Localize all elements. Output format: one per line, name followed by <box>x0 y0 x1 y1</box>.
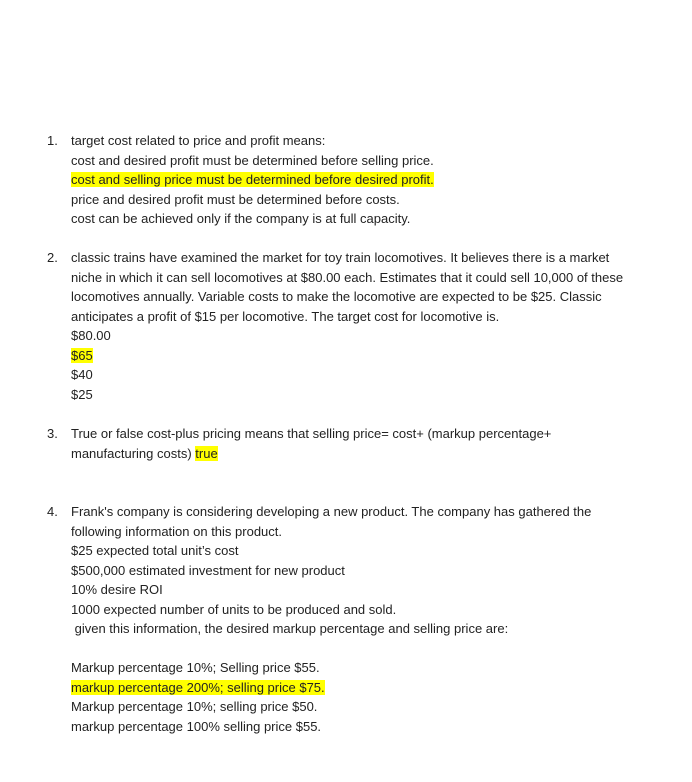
question-body <box>71 131 656 229</box>
question-body <box>71 424 656 463</box>
option-text: markup percentage 100% selling price $55. <box>71 718 322 734</box>
answer-option <box>71 365 656 385</box>
highlighted-option-text: cost and selling price must be determined before desired profit. <box>71 172 434 187</box>
option-text: cost can be achieved only if the company is at full capacity. <box>71 211 411 226</box>
answer-option <box>71 190 656 210</box>
highlighted-option-text: $65 <box>71 347 93 363</box>
option-text: $80.00 <box>71 328 111 343</box>
question-prompt-line: niche in which it can sell locomotives at $80.00 each. Estimates that it could sell 10,000 of these <box>71 269 624 285</box>
option-text: $25 <box>71 386 93 402</box>
blank-line <box>71 639 656 659</box>
fact-line: $500,000 estimated investment for new product <box>71 562 345 578</box>
answer-option <box>71 385 656 405</box>
highlighted-option-text: markup percentage 200%; selling price $75. <box>71 679 325 695</box>
option-text: Markup percentage 10%; selling price $50. <box>71 699 318 714</box>
question-prompt-line: anticipates a profit of $15 per locomotive. The target cost for locomotive is. <box>71 308 500 324</box>
question-number: 1. <box>47 133 58 148</box>
answer-option <box>71 326 656 346</box>
option-text: Markup percentage 10%; Selling price $55. <box>71 660 320 675</box>
answer-option-highlighted <box>71 170 656 190</box>
answer-option <box>71 209 656 229</box>
option-text: $40 <box>71 367 93 382</box>
fact-line: 1000 expected number of units to be produced and sold. <box>71 601 397 617</box>
answer-option-highlighted <box>71 346 656 366</box>
fact-line: $25 expected total unit’s cost <box>71 543 239 558</box>
fact-line: 10% desire ROI <box>71 582 163 597</box>
question-prompt-text: manufacturing costs) <box>71 445 192 461</box>
question-prompt-line-with-answer <box>71 444 656 464</box>
question-number: 4. <box>47 504 58 519</box>
answer-option <box>71 151 656 171</box>
question-line: given this information, the desired markup percentage and selling price are: <box>71 621 509 636</box>
option-text: price and desired profit must be determined before costs. <box>71 191 400 207</box>
question-prompt-line: following information on this product. <box>71 523 283 539</box>
question-prompt-line: classic trains have examined the market for toy train locomotives. It believes there is a market <box>71 250 610 265</box>
answer-option <box>71 697 656 717</box>
answer-option <box>71 717 656 737</box>
question-number: 2. <box>47 250 58 265</box>
question-number: 3. <box>47 426 58 441</box>
answer-option <box>71 658 656 678</box>
question-body <box>71 248 656 404</box>
question-prompt-line: locomotives annually. Variable costs to make the locomotive are expected to be $25. Classic <box>71 289 602 304</box>
question-body <box>71 502 656 736</box>
answer-option-highlighted <box>71 678 656 698</box>
question-prompt: target cost related to price and profit means: <box>71 133 326 148</box>
highlighted-answer: true <box>195 445 218 461</box>
question-prompt-line: Frank's company is considering developing a new product. The company has gathered the <box>71 504 592 519</box>
question-prompt-line: True or false cost-plus pricing means that selling price= cost+ (markup percentage+ <box>71 426 552 441</box>
option-text: cost and desired profit must be determined before selling price. <box>71 152 434 168</box>
